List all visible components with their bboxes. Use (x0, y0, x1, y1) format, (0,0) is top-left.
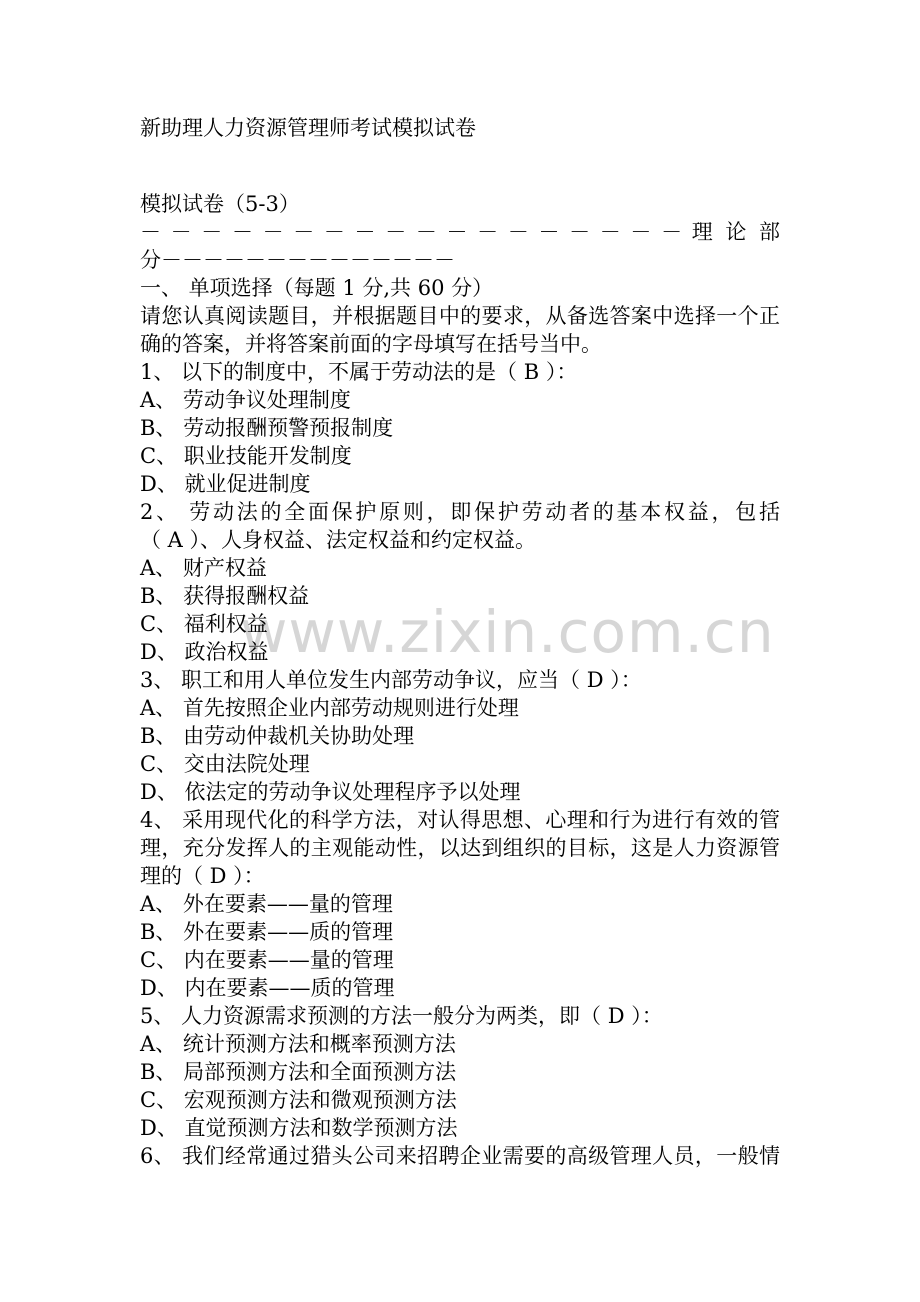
question-5: 5、 人力资源需求预测的方法一般分为两类，即（ D ）： (140, 1004, 663, 1028)
divider-line-1: － － － － － － － － － － － － － － － － － － 理 论 部 (140, 220, 780, 244)
instructions-line-2: 确的答案，并将答案前面的字母填写在括号当中。 (140, 332, 602, 356)
option-1c: C、 职业技能开发制度 (140, 444, 352, 468)
option-5d: D、 直觉预测方法和数学预测方法 (140, 1116, 458, 1140)
question-1: 1、 以下的制度中，不属于劳动法的是（ B ）： (140, 360, 578, 384)
option-4b: B、 外在要素——质的管理 (140, 920, 394, 944)
option-1b: B、 劳动报酬预警预报制度 (140, 416, 394, 440)
option-3a: A、 首先按照企业内部劳动规则进行处理 (140, 696, 519, 720)
exam-subtitle: 模拟试卷（5-3） (140, 192, 300, 216)
option-3b: B、 由劳动仲裁机关协助处理 (140, 724, 415, 748)
option-4d: D、 内在要素——质的管理 (140, 976, 395, 1000)
option-1a: A、 劳动争议处理制度 (140, 388, 351, 412)
option-5b: B、 局部预测方法和全面预测方法 (140, 1060, 457, 1084)
divider-line-2: 分－－－－－－－－－－－－－－ (140, 248, 455, 272)
option-3d: D、 依法定的劳动争议处理程序予以处理 (140, 780, 521, 804)
instructions-line-1: 请您认真阅读题目，并根据题目中的要求，从备选答案中选择一个正 (140, 304, 780, 328)
question-3: 3、 职工和用人单位发生内部劳动争议，应当（ D ）： (140, 668, 642, 692)
option-4c: C、 内在要素——量的管理 (140, 948, 394, 972)
question-2-line-1: 2、 劳动法的全面保护原则，即保护劳动者的基本权益，包括 (140, 500, 780, 524)
option-4a: A、 外在要素——量的管理 (140, 892, 393, 916)
option-3c: C、 交由法院处理 (140, 752, 310, 776)
question-4-line-3: 理的（ D ）： (140, 864, 265, 888)
option-2a: A、 财产权益 (140, 556, 267, 580)
option-2b: B、 获得报酬权益 (140, 584, 310, 608)
option-2c: C、 福利权益 (140, 612, 268, 636)
question-4-line-2: 理，充分发挥人的主观能动性，以达到组织的目标，这是人力资源管 (140, 836, 780, 860)
watermark: www.zixin.com.cn (240, 598, 775, 666)
question-6-line-1: 6、 我们经常通过猎头公司来招聘企业需要的高级管理人员，一般情 (140, 1144, 780, 1168)
option-5c: C、 宏观预测方法和微观预测方法 (140, 1088, 457, 1112)
option-1d: D、 就业促进制度 (140, 472, 311, 496)
doc-title: 新助理人力资源管理师考试模拟试卷 (140, 116, 476, 140)
option-5a: A、 统计预测方法和概率预测方法 (140, 1032, 456, 1056)
section-heading: 一、 单项选择（每题 1 分,共 60 分） (140, 276, 494, 300)
question-2-line-2: （ A ）、人身权益、法定权益和约定权益。 (140, 528, 537, 552)
option-2d: D、 政治权益 (140, 640, 269, 664)
question-4-line-1: 4、 采用现代化的科学方法，对认得思想、心理和行为进行有效的管 (140, 808, 780, 832)
